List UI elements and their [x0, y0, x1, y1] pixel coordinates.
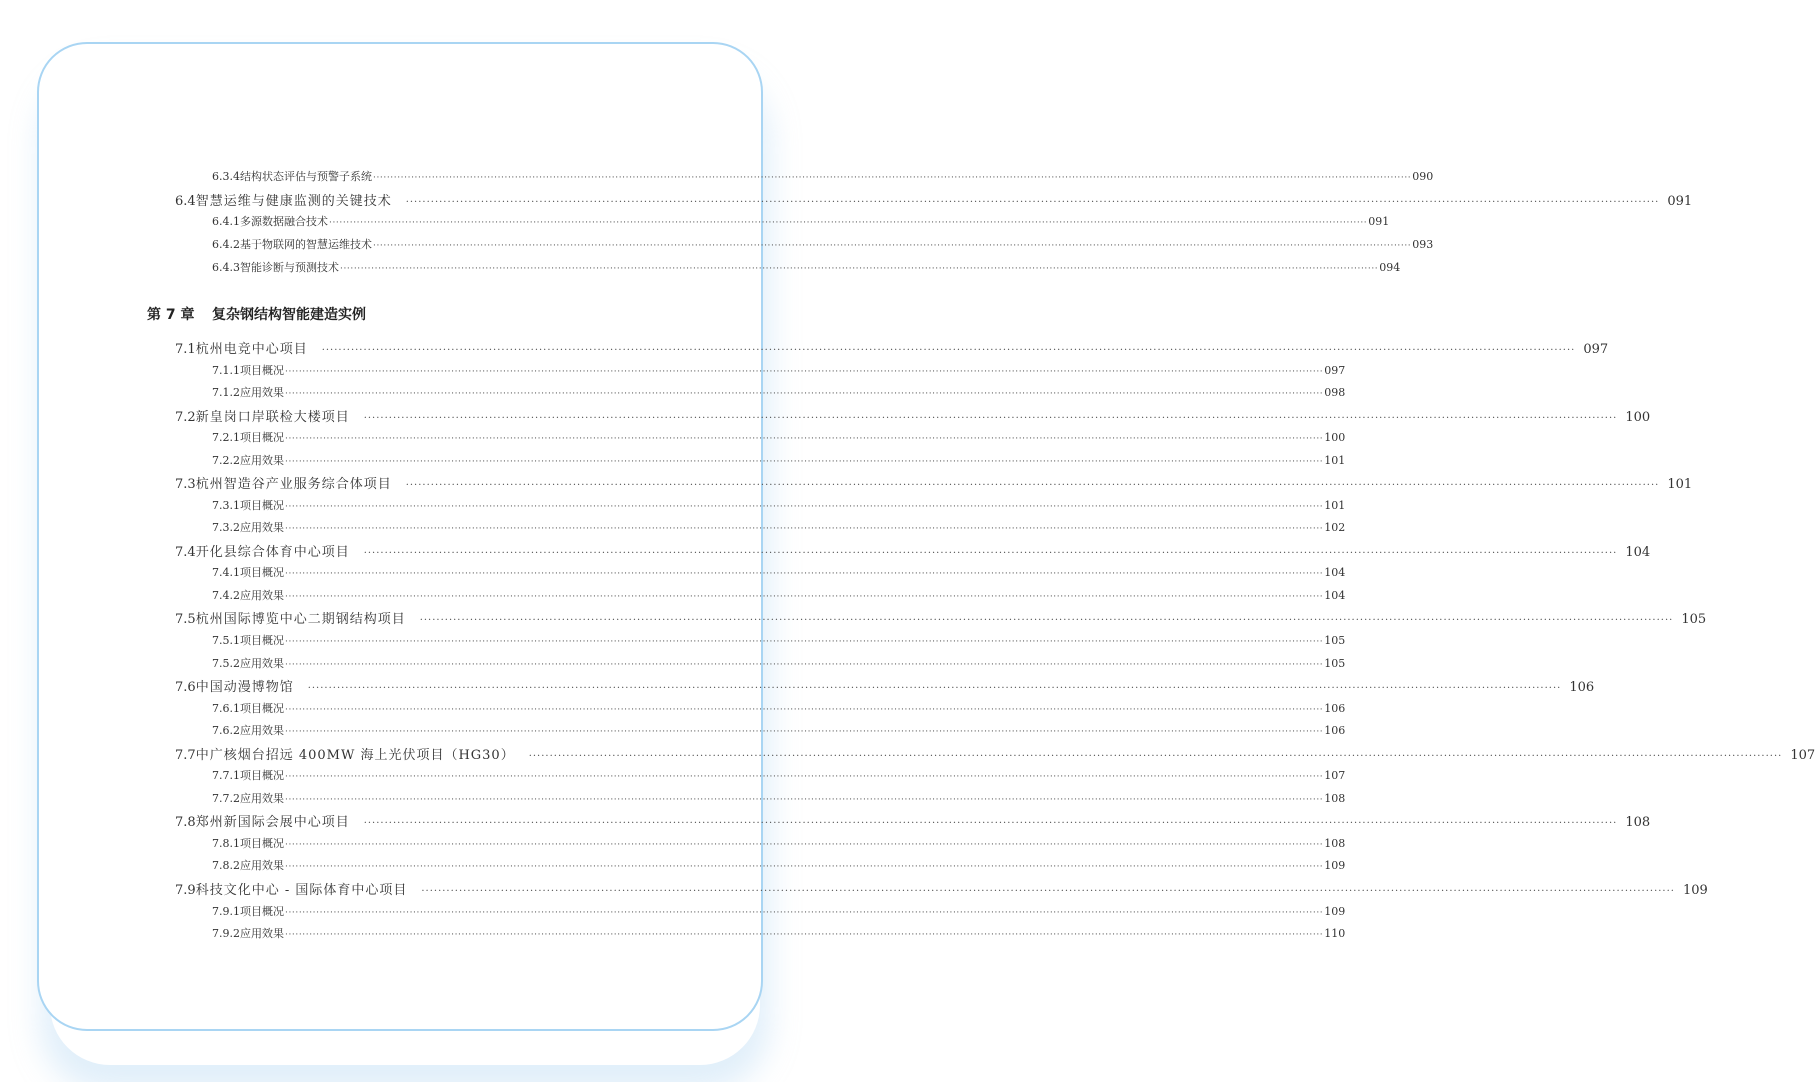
entry-page-number: 109	[1682, 882, 1708, 898]
entry-title: 应用效果	[240, 724, 284, 738]
entry-page-number: 093	[1412, 238, 1434, 252]
entry-number: 7.9.2	[212, 927, 240, 941]
toc-section-entry[interactable]	[175, 473, 1693, 493]
entry-number: 7.7	[175, 747, 196, 763]
entry-number: 7.3.1	[212, 498, 240, 512]
toc-section-entry[interactable]	[175, 406, 1651, 426]
entry-page-number: 107	[1790, 747, 1815, 763]
dot-leader: ············································································································································································································································································································	[307, 683, 1562, 695]
entry-title: 应用效果	[240, 927, 284, 941]
entry-title: 结构状态评估与预警子系统	[240, 170, 372, 183]
entry-number: 6.3.4	[212, 170, 240, 183]
dot-leader: ············································································································································································································································································································	[285, 907, 1324, 918]
toc-section-entry[interactable]	[175, 811, 1651, 831]
toc-subsection-entry[interactable]	[212, 655, 1346, 673]
dot-leader: ············································································································································································································································································································	[363, 412, 1618, 424]
dot-leader: ············································································································································································································································································································	[285, 637, 1324, 648]
toc-subsection-entry[interactable]	[212, 259, 1401, 277]
entry-page-number: 108	[1324, 791, 1346, 805]
toc-subsection-entry[interactable]	[212, 835, 1346, 853]
entry-page-number: 105	[1324, 656, 1346, 670]
entry-title: 多源数据融合技术	[240, 215, 328, 229]
entry-title: 应用效果	[240, 453, 284, 467]
entry-page-number: 109	[1324, 904, 1346, 918]
chapter-heading	[147, 304, 366, 324]
entry-number: 7.6.1	[212, 701, 240, 715]
entry-page-number: 100	[1324, 431, 1346, 445]
entry-number: 7.1	[175, 342, 196, 357]
entry-number: 7.3	[175, 477, 196, 493]
entry-page-number: 106	[1569, 680, 1595, 696]
entry-page-number: 107	[1324, 769, 1346, 783]
dot-leader: ············································································································································································································································································································	[363, 818, 1618, 830]
entry-title: 新皇岗口岸联检大楼项目	[195, 409, 350, 425]
toc-subsection-entry[interactable]	[212, 213, 1390, 231]
entry-number: 7.5.1	[212, 634, 240, 648]
entry-title: 智能诊断与预测技术	[240, 260, 339, 274]
toc-subsection-entry[interactable]	[212, 452, 1346, 470]
entry-title: 应用效果	[240, 386, 284, 400]
entry-page-number: 108	[1625, 815, 1651, 831]
dot-leader: ············································································································································································································································································································	[285, 727, 1324, 738]
entry-number: 7.8.1	[212, 836, 240, 850]
dot-leader: ············································································································································································································································································································	[285, 569, 1324, 580]
entry-title: 郑州新国际会展中心项目	[195, 815, 350, 831]
toc-subsection-entry[interactable]	[212, 519, 1346, 537]
toc-subsection-entry[interactable]	[212, 564, 1346, 582]
toc-subsection-entry[interactable]	[212, 925, 1346, 943]
entry-number: 7.1.1	[212, 363, 240, 377]
entry-title: 项目概况	[240, 701, 284, 715]
dot-leader: ············································································································································································································································································································	[321, 345, 1576, 356]
entry-title: 中国动漫博物馆	[195, 680, 294, 696]
entry-page-number: 098	[1324, 386, 1346, 400]
entry-number: 7.7.1	[212, 769, 240, 783]
entry-page-number: 105	[1681, 612, 1707, 628]
entry-number: 7.6.2	[212, 724, 240, 738]
toc-section-entry[interactable]	[175, 190, 1693, 210]
toc-subsection-entry[interactable]	[212, 903, 1346, 921]
toc-subsection-entry[interactable]	[212, 700, 1346, 718]
entry-page-number: 102	[1324, 521, 1346, 535]
entry-page-number: 094	[1379, 260, 1401, 274]
entry-title: 杭州国际博览中心二期钢结构项目	[195, 612, 406, 628]
toc-subsection-entry[interactable]	[212, 857, 1346, 875]
entry-title: 项目概况	[240, 769, 284, 783]
entry-title: 应用效果	[240, 521, 284, 535]
dot-leader: ············································································································································································································································································································	[363, 547, 1618, 559]
entry-page-number: 101	[1667, 477, 1693, 493]
toc-subsection-entry[interactable]	[212, 429, 1346, 447]
toc-subsection-entry[interactable]	[212, 790, 1346, 808]
entry-number: 7.2.1	[212, 431, 240, 445]
entry-number: 7.3.2	[212, 521, 240, 535]
dot-leader: ············································································································································································································································································································	[285, 704, 1324, 715]
entry-number: 7.9.1	[212, 904, 240, 918]
dot-leader: ············································································································································································································································································································	[421, 885, 1675, 897]
toc-subsection-entry[interactable]	[212, 497, 1346, 515]
entry-page-number: 105	[1324, 634, 1346, 648]
toc-subsection-entry[interactable]	[212, 362, 1346, 380]
dot-leader: ············································································································································································································································································································	[528, 750, 1783, 762]
entry-page-number: 101	[1324, 498, 1346, 512]
entry-title: 科技文化中心 - 国际体育中心项目	[195, 882, 408, 898]
entry-number: 7.2	[175, 409, 196, 425]
dot-leader: ············································································································································································································································································································	[373, 241, 1412, 252]
dot-leader: ············································································································································································································································································································	[373, 173, 1412, 183]
dot-leader: ············································································································································································································································································································	[285, 434, 1324, 445]
entry-title: 项目概况	[240, 431, 284, 445]
entry-page-number: 110	[1324, 927, 1346, 941]
entry-number: 7.5	[175, 612, 196, 628]
entry-number: 7.1.2	[212, 386, 240, 400]
dot-leader: ············································································································································································································································································································	[340, 263, 1379, 274]
entry-page-number: 104	[1625, 544, 1651, 560]
entry-number: 7.2.2	[212, 453, 240, 467]
toc-subsection-entry[interactable]	[212, 632, 1346, 650]
entry-page-number: 100	[1625, 409, 1651, 425]
dot-leader: ············································································································································································································································································································	[285, 591, 1324, 602]
entry-title: 应用效果	[240, 791, 284, 805]
toc-subsection-entry[interactable]	[212, 767, 1346, 785]
entry-page-number: 104	[1324, 588, 1346, 602]
toc-section-entry[interactable]	[175, 676, 1595, 696]
entry-number: 7.6	[175, 680, 196, 696]
dot-leader: ············································································································································································································································································································	[285, 366, 1324, 377]
dot-leader: ············································································································································································································································································································	[285, 862, 1324, 873]
entry-title: 中广核烟台招远 400MW 海上光伏项目（HG30）	[195, 747, 515, 763]
dot-leader: ············································································································································································································································································································	[285, 389, 1324, 400]
entry-title: 智慧运维与健康监测的关键技术	[195, 193, 392, 209]
entry-title: 应用效果	[240, 859, 284, 873]
dot-leader: ············································································································································································································································································································	[419, 615, 1674, 627]
entry-title: 杭州电竞中心项目	[195, 342, 308, 357]
toc-section-entry[interactable]	[175, 541, 1651, 561]
toc-section-entry[interactable]	[175, 608, 1707, 628]
toc-section-entry[interactable]	[175, 338, 1609, 358]
dot-leader: ············································································································································································································································································································	[285, 659, 1324, 670]
entry-number: 6.4	[175, 193, 196, 209]
dot-leader: ············································································································································································································································································································	[405, 480, 1660, 492]
entry-number: 7.9	[175, 882, 196, 898]
dot-leader: ············································································································································································································································································································	[285, 456, 1324, 467]
entry-title: 杭州智造谷产业服务综合体项目	[195, 477, 392, 493]
toc-subsection-entry[interactable]	[212, 587, 1346, 605]
entry-number: 6.4.2	[212, 238, 240, 252]
chapter-title: 复杂钢结构智能建造实例	[212, 307, 366, 323]
entry-page-number: 097	[1583, 342, 1609, 357]
toc-section-entry[interactable]	[175, 744, 1815, 764]
dot-leader: ············································································································································································································································································································	[285, 839, 1324, 850]
entry-number: 7.4.1	[212, 566, 240, 580]
entry-page-number: 091	[1667, 193, 1693, 209]
entry-page-number: 104	[1324, 566, 1346, 580]
entry-page-number: 106	[1324, 724, 1346, 738]
toc-section-entry[interactable]	[175, 879, 1708, 899]
entry-page-number: 108	[1324, 836, 1346, 850]
entry-page-number: 097	[1324, 363, 1346, 377]
entry-title: 项目概况	[240, 836, 284, 850]
entry-title: 项目概况	[240, 904, 284, 918]
dot-leader: ············································································································································································································································································································	[405, 196, 1660, 208]
entry-title: 基于物联网的智慧运维技术	[240, 238, 372, 252]
dot-leader: ············································································································································································································································································································	[285, 501, 1324, 512]
entry-title: 应用效果	[240, 588, 284, 602]
entry-page-number: 109	[1324, 859, 1346, 873]
entry-number: 7.7.2	[212, 791, 240, 805]
dot-leader: ············································································································································································································································································································	[285, 794, 1324, 805]
entry-number: 7.5.2	[212, 656, 240, 670]
entry-number: 7.4	[175, 544, 196, 560]
dot-leader: ············································································································································································································································································································	[285, 524, 1324, 535]
entry-title: 项目概况	[240, 566, 284, 580]
entry-title: 应用效果	[240, 656, 284, 670]
entry-number: 7.4.2	[212, 588, 240, 602]
dot-leader: ············································································································································································································································································································	[285, 772, 1324, 783]
entry-title: 项目概况	[240, 498, 284, 512]
entry-title: 项目概况	[240, 363, 284, 377]
dot-leader: ············································································································································································································································································································	[285, 930, 1324, 941]
chapter-number: 第 7 章	[147, 307, 195, 323]
toc-subsection-entry[interactable]	[212, 236, 1434, 254]
toc-subsection-entry[interactable]	[212, 384, 1346, 402]
entry-number: 7.8.2	[212, 859, 240, 873]
toc-subsection-entry[interactable]	[212, 168, 1434, 186]
entry-page-number: 091	[1368, 215, 1390, 229]
dot-leader: ············································································································································································································································································································	[329, 218, 1368, 229]
entry-page-number: 101	[1324, 453, 1346, 467]
toc-subsection-entry[interactable]	[212, 722, 1346, 740]
entry-page-number: 090	[1412, 170, 1434, 183]
entry-title: 项目概况	[240, 634, 284, 648]
entry-number: 6.4.1	[212, 215, 240, 229]
entry-page-number: 106	[1324, 701, 1346, 715]
entry-title: 开化县综合体育中心项目	[195, 544, 350, 560]
entry-number: 6.4.3	[212, 260, 240, 274]
entry-number: 7.8	[175, 815, 196, 831]
